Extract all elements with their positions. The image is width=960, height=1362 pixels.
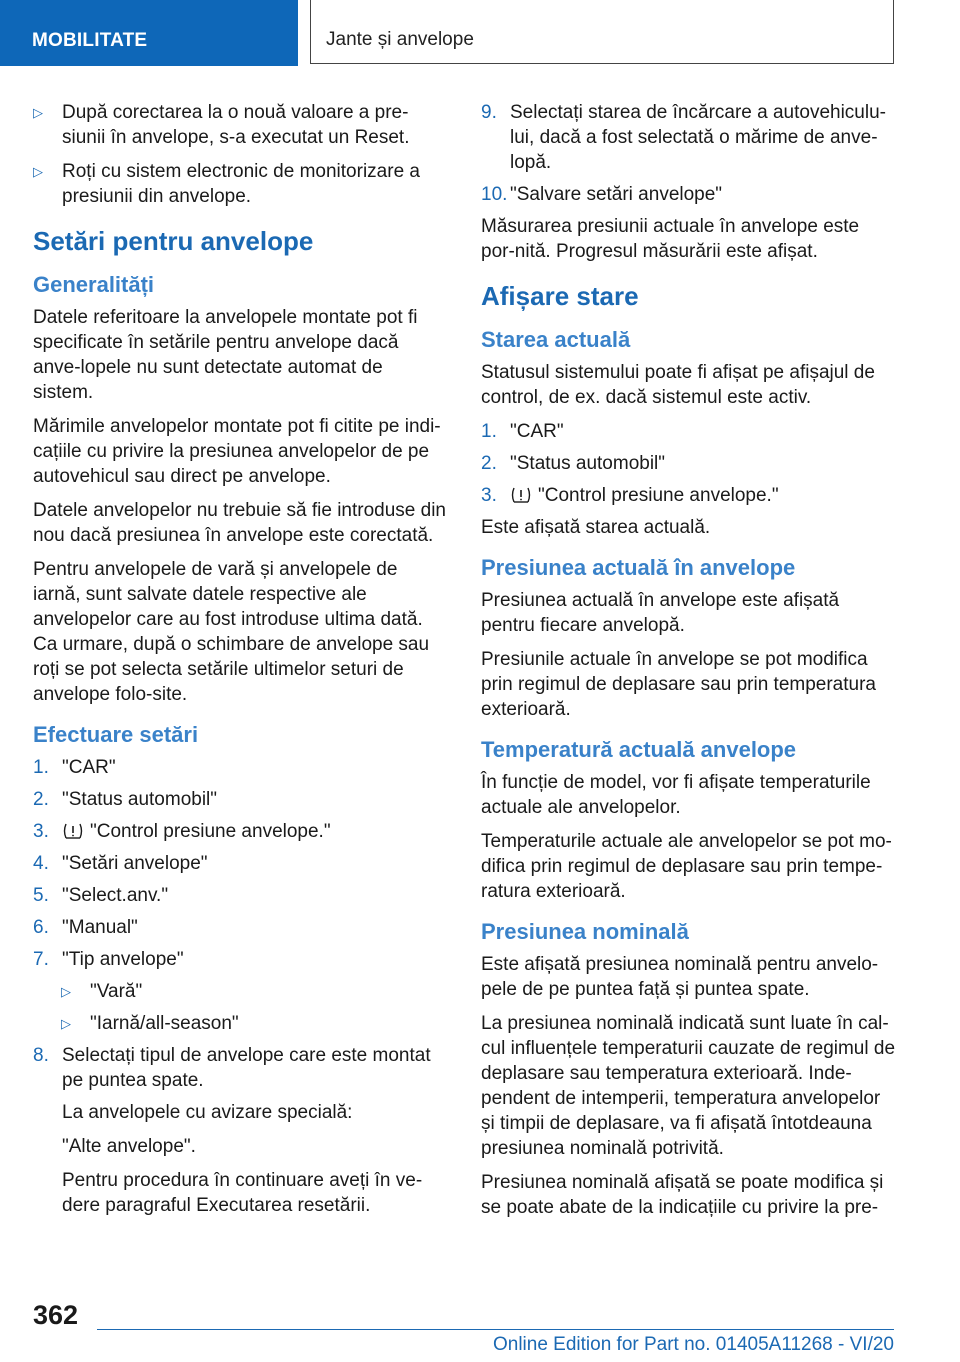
step-item: 9. Selectați starea de încărcare a autovehiculu-lui, dacă a fost selectată o mărime de anve-lopă. [481,102,886,173]
triangle-bullet-icon: ▷ [33,164,43,179]
step-item: 10. "Salvare setări anvelope" [481,184,723,205]
paragraph: Presiunea nominală afișată se poate modifica și se poate abate de la indicațiile cu privire la pre- [481,1172,884,1218]
step-item: 5. "Select.anv." [33,885,169,906]
step-item: 6. "Manual" [33,917,138,938]
step-item: 8. Selectați tipul de anvelope care este montat pe puntea spate. [33,1045,431,1091]
step-item: 3. "Control presiune anvelope." [33,821,331,842]
section-tab: MOBILITATE [0,0,298,66]
heading-status-display: Afișare stare [481,281,639,311]
paragraph: Pentru anvelopele de vară și anvelopele de iarnă, sunt salvate datele respective ale anvelopelor care au fost introduse ultima dată. Ca urmare, după o schimbare de anvelope sau roți se pot selecta setările ultimelor seturi de anvelope folo-site. [33,559,430,705]
list-item: ▷ Roți cu sistem electronic de monitorizare a presiunii din anvelope. [33,161,420,207]
tire-pressure-warning-icon [62,822,84,840]
page-number: 362 [33,1300,79,1330]
triangle-bullet-icon: ▷ [33,105,43,120]
paragraph: Presiunea actuală în anvelope este afișată pentru fiecare anvelopă. [481,590,840,636]
heading-tire-settings: Setări pentru anvelope [33,226,314,256]
paragraph: Presiunile actuale în anvelope se pot modifica prin regimul de deplasare sau prin temperatura exterioară. [481,649,876,720]
triangle-bullet-icon: ▷ [61,984,71,999]
heading-current-pressure: Presiunea actuală în anvelope [481,555,796,580]
heading-nominal-pressure: Presiunea nominală [481,919,689,944]
heading-current-temperature: Temperatură actuală anvelope [481,737,797,762]
paragraph: Măsurarea presiunii actuale în anvelope este por-nită. Progresul măsurării este afișat. [481,216,860,262]
paragraph: "Alte anvelope". [62,1136,196,1157]
right-column [481,100,895,1229]
paragraph: Datele referitoare la anvelopele montate pot fi specificate în setările pentru anvelope dacă anve-lopele nu sunt detectate automat de sistem. [33,307,418,403]
page-header [0,0,960,66]
list-item: ▷ "Vară" [61,981,143,1002]
tire-pressure-warning-icon [510,486,532,504]
step-item: 7. "Tip anvelope" [33,949,184,970]
heading-current-status: Starea actuală [481,327,631,352]
paragraph: La anvelopele cu avizare specială: [62,1102,353,1123]
step-item: 1. "CAR" [33,757,116,778]
paragraph: Este afișată starea actuală. [481,517,711,538]
left-column [33,100,448,1227]
step-item: 3. "Control presiune anvelope." [481,485,779,506]
paragraph: Statusul sistemului poate fi afișat pe afișajul de control, de ex. dacă sistemul este activ. [481,362,875,408]
list-item: ▷ "Iarnă/all-season" [61,1013,239,1034]
heading-perform-settings: Efectuare setări [33,722,199,747]
step-item: 2. "Status automobil" [481,453,666,474]
paragraph: Datele anvelopelor nu trebuie să fie introduse din nou dacă presiunea în anvelope este corectată. [33,500,446,546]
paragraph: Este afișată presiunea nominală pentru anvelo-pele de pe puntea față și puntea spate. [481,954,879,1000]
paragraph: La presiunea nominală indicată sunt luate în cal-cul influențele temperaturii cauzate de regimul de deplasare sau temperatura exterioară. Inde-pendent de intemperii, temperatura anvelopelor și timpii de deplasare, va fi afișată întotdeauna presiunea nominală potrivită. [481,1013,896,1159]
paragraph: Pentru procedura în continuare aveți în ve-dere paragraful Executarea resetării. [62,1170,423,1216]
step-item: 4. "Setări anvelope" [33,853,208,874]
list-item: ▷ După corectarea la o nouă valoare a pre-siunii în anvelope, s-a executat un Reset. [33,102,410,148]
paragraph: Temperaturile actuale ale anvelopelor se pot mo-difica prin regimul de deplasare sau prin tempe-ratura exterioară. [481,831,892,902]
triangle-bullet-icon: ▷ [61,1016,71,1031]
paragraph: În funcție de model, vor fi afișate temperaturile actuale ale anvelopelor. [481,772,871,818]
heading-general: Generalități [33,272,155,297]
step-item: 2. "Status automobil" [33,789,218,810]
footer-edition: Online Edition for Part no. 01405A11268 - VI/20 [492,1334,894,1355]
footer-divider [97,1329,894,1330]
paragraph: Mărimile anvelopelor montate pot fi citite pe indi-cațiile cu privire la presiunea anvelopelor de pe autovehicul sau direct pe anvelope. [33,416,441,487]
chapter-title: Jante și anvelope [310,0,894,64]
step-item: 1. "CAR" [481,421,564,442]
